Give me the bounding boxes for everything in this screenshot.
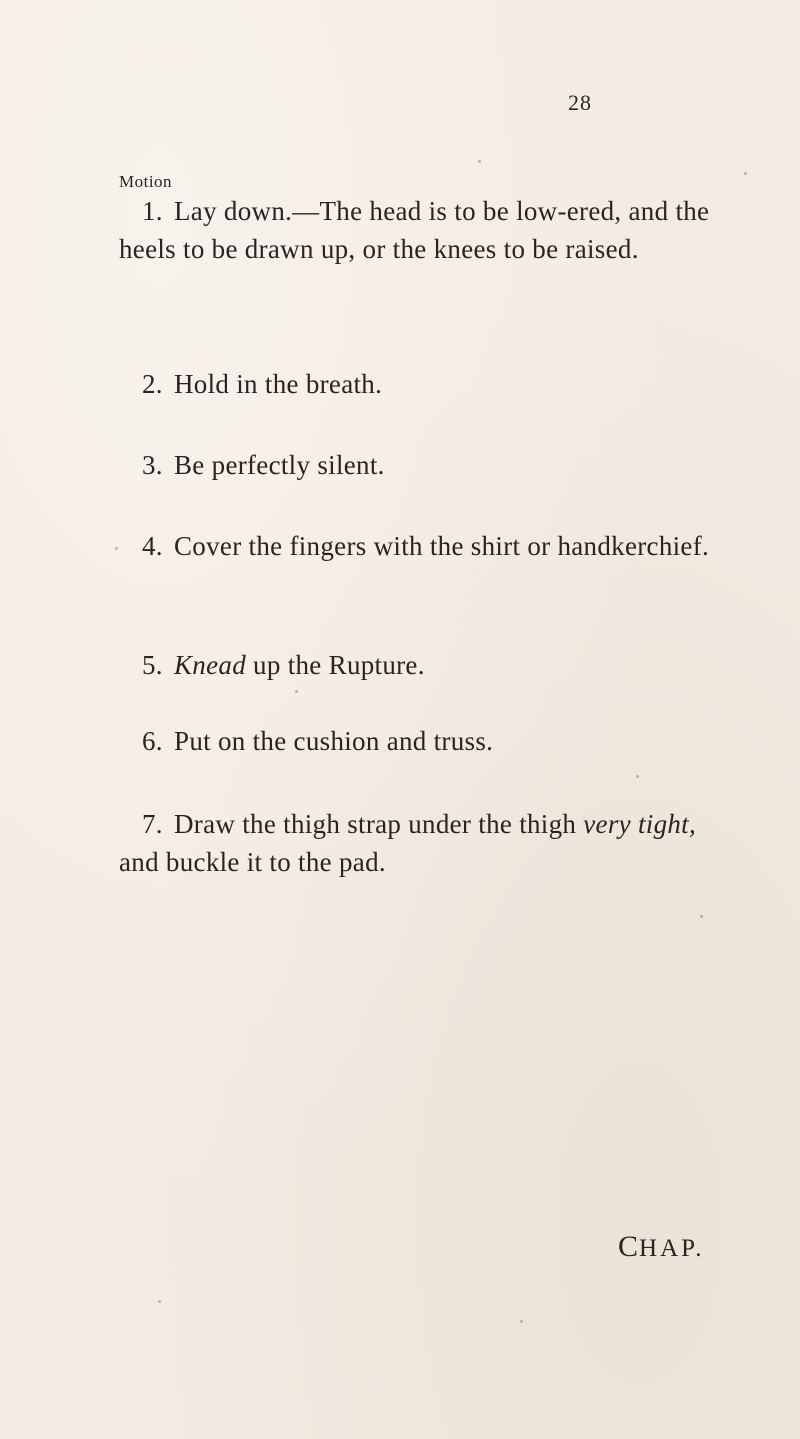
- paper-speck: [744, 172, 747, 175]
- paper-speck: [636, 775, 639, 778]
- item-text: up the Rupture.: [246, 650, 425, 680]
- item-text: Draw the thigh strap under the thigh: [174, 809, 584, 839]
- paper-speck: [520, 1320, 523, 1323]
- item-number: 3.: [142, 450, 163, 480]
- item-number: 7.: [142, 809, 163, 839]
- paper-speck: [115, 547, 118, 550]
- item-number: 6.: [142, 726, 163, 756]
- instruction-item: [119, 527, 739, 565]
- instruction-item: [119, 365, 739, 403]
- paper-speck: [700, 915, 703, 918]
- item-italic-text: very tight,: [583, 809, 697, 839]
- item-number: 2.: [142, 369, 163, 399]
- paper-speck: [295, 690, 298, 693]
- item-text: Put on the cushion and truss.: [174, 726, 494, 756]
- catchword-initial: C: [618, 1230, 640, 1263]
- item-text: Be perfectly silent.: [174, 450, 385, 480]
- item-italic-text: Knead: [174, 650, 246, 680]
- catchword: [618, 1230, 705, 1264]
- paper-speck: [158, 1300, 161, 1303]
- paper-speck: [478, 160, 481, 163]
- item-text: Hold in the breath.: [174, 369, 383, 399]
- item-number: 1.: [142, 196, 163, 226]
- item-number: 4.: [142, 531, 163, 561]
- item-text: Lay down.—The head is to be low-ered, and the heels to be drawn up, or the knees to be raised.: [119, 196, 710, 264]
- instruction-item: [119, 805, 739, 881]
- instruction-item: [119, 722, 739, 760]
- instruction-item: [119, 646, 739, 684]
- instruction-item: [119, 446, 739, 484]
- catchword-rest: HAP.: [639, 1235, 705, 1262]
- page-number: 28: [568, 90, 592, 115]
- instruction-item: [119, 192, 739, 268]
- item-text-end: and buckle it to the pad.: [119, 847, 386, 877]
- section-label: Motion: [119, 172, 173, 191]
- item-text: Cover the fingers with the shirt or handkerchief.: [174, 531, 710, 561]
- item-number: 5.: [142, 650, 163, 680]
